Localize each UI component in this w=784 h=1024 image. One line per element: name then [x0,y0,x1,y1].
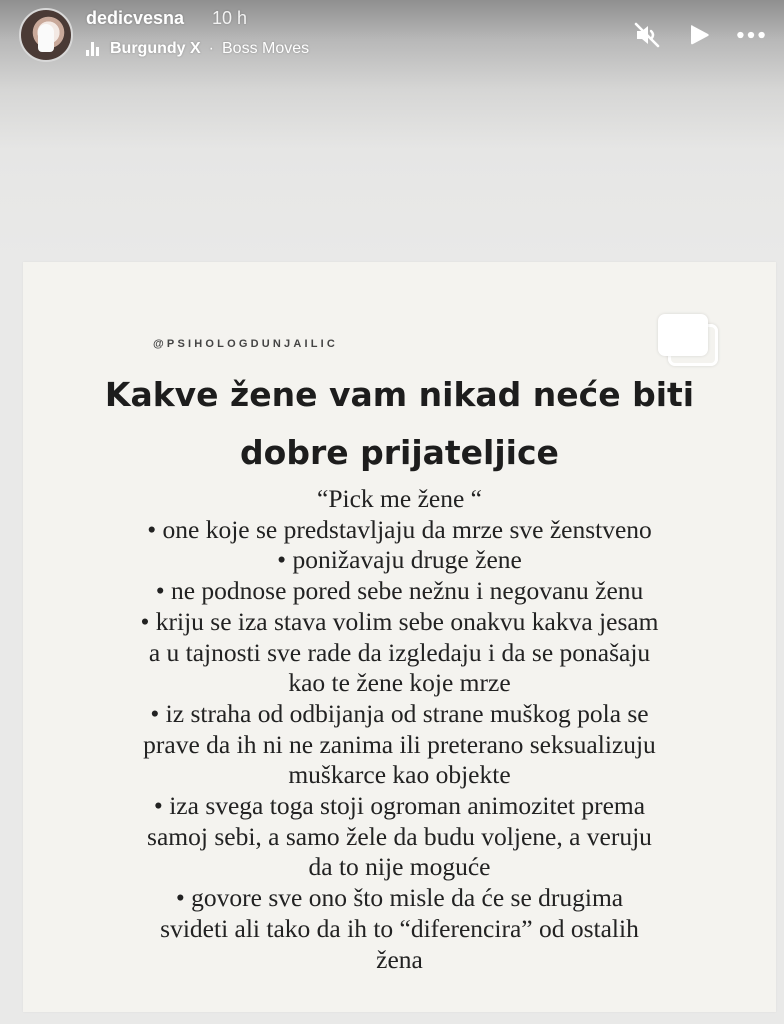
username-link[interactable]: dedicvesna [86,8,185,28]
play-button[interactable] [684,20,714,50]
post-body [53,484,746,975]
avatar-image [38,24,54,52]
avatar[interactable] [19,8,73,62]
body-line: prave da ih ni ne zanima ili preterano seksualizuju [143,729,656,759]
more-options-button[interactable] [736,20,766,50]
music-bars-icon [86,42,104,56]
post-time: 10 h [212,8,248,28]
author-handle: @PSIHOLOGDUNJAILIC [153,338,339,350]
music-track: Boss Moves [222,40,310,57]
story-controls [632,20,766,50]
body-line: • iza svega toga stoji ogroman animozitet prema [153,791,646,821]
music-separator: · [208,40,214,57]
body-line: da to nije moguće [308,852,491,882]
shared-post-card[interactable] [23,262,776,1012]
body-line: • kriju se iza stava volim sebe onakvu kakva jesam [140,606,659,636]
post-title [23,366,776,482]
body-line: svideti ali tako da ih to “diferencira” od ostalih [160,913,639,943]
body-line: a u tajnosti sve rade da izgledaju i da se ponašaju [148,637,651,667]
music-artist: Burgundy X [110,40,201,57]
body-line: samoj sebi, a samo žele da budu voljene, a veruju [147,821,652,851]
body-line: • iz straha od odbijanja od strane muškog pola se [150,698,649,728]
play-icon [686,22,712,48]
multiple-images-icon [658,314,720,368]
more-icon [736,30,766,40]
body-line: • one koje se predstavljaju da mrze sve ženstveno [147,514,652,544]
story-header [0,0,784,80]
body-line: kao te žene koje mrze [288,668,511,698]
body-line: • govore sve ono što misle da će se drugima [175,883,624,913]
music-attribution[interactable] [86,40,309,58]
mute-icon [632,20,662,50]
mute-button[interactable] [632,20,662,50]
post-title-line: dobre prijateljice [240,433,559,472]
body-line: žena [376,944,423,974]
body-line: muškarce kao objekte [288,760,511,790]
body-line: • ne podnose pored sebe nežnu i negovanu ženu [155,576,644,606]
post-title-line: Kakve žene vam nikad neće biti [104,375,695,414]
body-line: • ponižavaju druge žene [277,545,522,575]
body-line: “Pick me žene “ [317,484,482,513]
